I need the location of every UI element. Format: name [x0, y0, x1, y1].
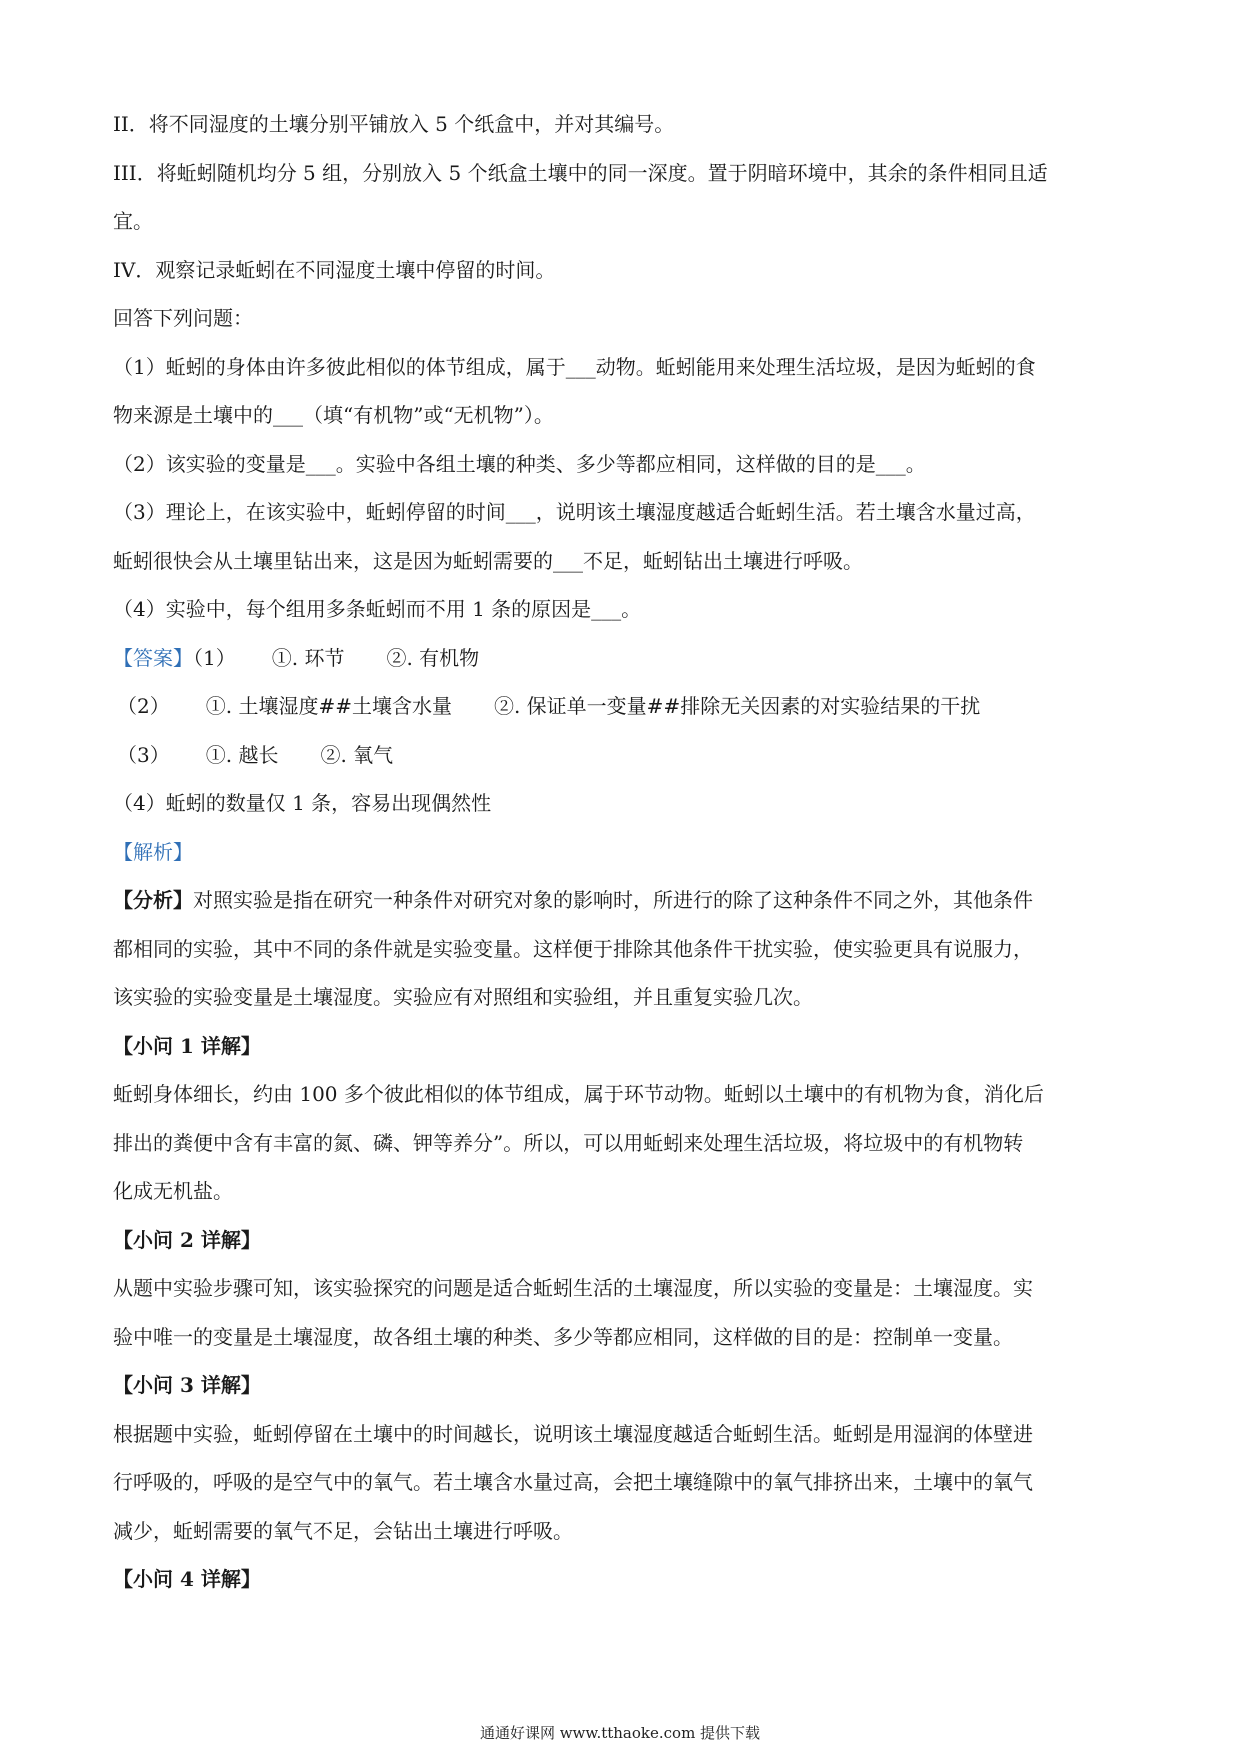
detail-2-line-2: 验中唯一的变量是土壤湿度，故各组土壤的种类、多少等都应相同，这样做的目的是：控制单一变量。: [113, 1324, 1013, 1349]
detail-1-line-3: 化成无机盐。: [113, 1179, 233, 1203]
detail-1-line-1: 蚯蚓身体细长，约由 100 多个彼此相似的体节组成，属于环节动物。蚯蚓以土壤中的有机物为食，消化后: [113, 1082, 1044, 1106]
page-footer: 通通好课网 www.tthaoke.com 提供下载: [479, 1724, 761, 1742]
answer-1-number: （1）: [193, 645, 236, 670]
answer-1-part-2: ②. 有机物: [386, 645, 480, 670]
answer-3-number: （3）: [117, 742, 170, 767]
detail-2-line-1: 从题中实验步骤可知，该实验探究的问题是适合蚯蚓生活的土壤湿度，所以实验的变量是：土壤湿度。实: [113, 1276, 1033, 1300]
step-4: IV．观察记录蚯蚓在不同湿度土壤中停留的时间。: [113, 257, 556, 282]
answer-2-part-2: ②. 保证单一变量##排除无关因素的对实验结果的干扰: [493, 694, 981, 718]
question-2: （2）该实验的变量是___。实验中各组土壤的种类、多少等都应相同，这样做的目的是___。: [113, 451, 926, 476]
detail-1-heading: 【小问 1 详解】: [113, 1033, 261, 1058]
answer-2-number: （2）: [117, 694, 170, 718]
answer-3: [113, 731, 1128, 780]
answer-3-part-2: ②. 氧气: [320, 742, 394, 767]
analysis-fenxi-line-2: 都相同的实验，其中不同的条件就是实验变量。这样便于排除其他条件干扰实验，使实验更具有说服力，: [113, 936, 1033, 961]
detail-2-heading: 【小问 2 详解】: [113, 1227, 261, 1252]
detail-1-line-2: 排出的粪便中含有丰富的氮、磷、钾等养分”。所以，可以用蚯蚓来处理生活垃圾，将垃圾中的有机物转: [113, 1130, 1024, 1155]
answer-4: （4）蚯蚓的数量仅 1 条，容易出现偶然性: [113, 791, 492, 815]
answer-3-part-1: ①. 越长: [205, 742, 279, 767]
question-4: （4）实验中，每个组用多条蚯蚓而不用 1 条的原因是___。: [113, 597, 642, 621]
detail-3-line-2: 行呼吸的，呼吸的是空气中的氧气。若土壤含水量过高，会把土壤缝隙中的氧气排挤出来，土壤中的氧气: [113, 1470, 1033, 1494]
step-2: II．将不同湿度的土壤分别平铺放入 5 个纸盒中，并对其编号。: [113, 112, 675, 136]
analysis-fenxi-line-3: 该实验的实验变量是土壤湿度。实验应有对照组和实验组，并且重复实验几次。: [113, 985, 813, 1009]
answer-2-part-1: ①. 土壤湿度##土壤含水量: [205, 694, 452, 718]
detail-4-heading: 【小问 4 详解】: [113, 1567, 261, 1591]
detail-3-heading: 【小问 3 详解】: [113, 1373, 261, 1397]
step-3-line-2: 宜。: [113, 209, 153, 233]
fenxi-label: 【分析】: [113, 888, 193, 912]
detail-3-line-3: 减少，蚯蚓需要的氧气不足，会钻出土壤进行呼吸。: [113, 1518, 573, 1543]
answer-label: 【答案】: [113, 645, 193, 670]
document-body: [113, 100, 1128, 1604]
detail-3-line-1: 根据题中实验，蚯蚓停留在土壤中的时间越长，说明该土壤湿度越适合蚯蚓生活。蚯蚓是用湿润的体壁进: [113, 1421, 1033, 1446]
question-3-line-1: （3）理论上，在该实验中，蚯蚓停留的时间___，说明该土壤湿度越适合蚯蚓生活。若土壤含水量过高，: [113, 500, 1036, 524]
answer-1: [113, 634, 1128, 683]
analysis-label: 【解析】: [113, 839, 193, 864]
question-3-line-2: 蚯蚓很快会从土壤里钻出来，这是因为蚯蚓需要的___不足，蚯蚓钻出土壤进行呼吸。: [113, 548, 863, 573]
fenxi-text-1: 对照实验是指在研究一种条件对研究对象的影响时，所进行的除了这种条件不同之外，其他条件: [193, 888, 1033, 912]
answer-1-part-1: ①. 环节: [271, 645, 345, 670]
question-1-line-1: （1）蚯蚓的身体由许多彼此相似的体节组成，属于___动物。蚯蚓能用来处理生活垃圾，是因为蚯蚓的食: [113, 354, 1036, 379]
answer-2: [113, 682, 1128, 731]
analysis-fenxi-line-1: [113, 876, 1128, 925]
question-1-line-2: 物来源是土壤中的___（填“有机物”或“无机物”）。: [113, 403, 554, 427]
question-prompt: 回答下列问题：: [113, 306, 253, 330]
step-3-line-1: III．将蚯蚓随机均分 5 组，分别放入 5 个纸盒土壤中的同一深度。置于阴暗环境中，其余的条件相同且适: [113, 160, 1048, 185]
